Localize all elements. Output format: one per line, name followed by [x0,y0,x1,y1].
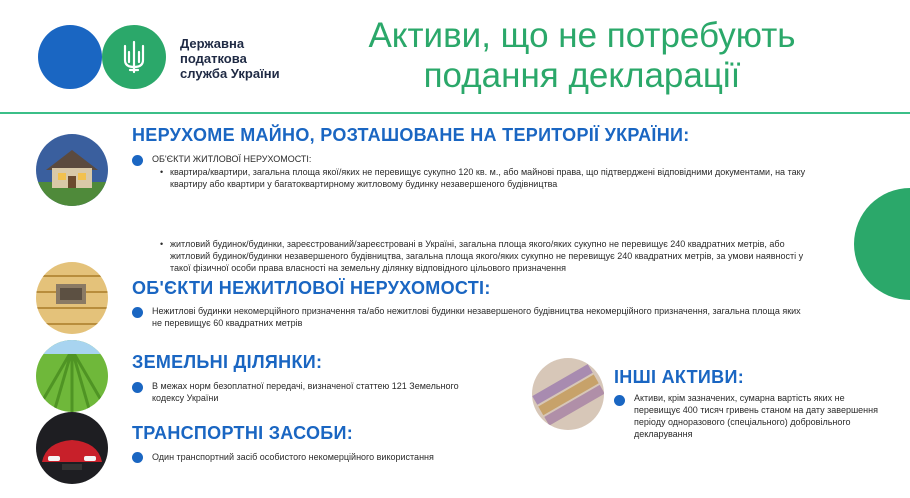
house-photo [36,134,108,206]
field-photo [36,340,108,412]
bullet-dot [132,452,143,463]
decorative-green-circle [854,188,910,300]
vehicles-text: Один транспортний засіб особистого некомерційного використання [152,452,434,462]
trident-icon [121,40,147,74]
title-line-1: Активи, що не потребують [368,16,796,55]
org-name [180,36,280,81]
bullet-dot [132,155,143,166]
logo-green-circle [102,25,166,89]
land-text: В межах норм безоплатної передачі, визначеної статтею 121 Земельного кодексу України [152,381,459,403]
money-photo [532,358,604,430]
vehicles-heading: ТРАНСПОРТНІ ЗАСОБИ: [132,423,354,443]
roof-photo [36,262,108,334]
bullet-dot [132,382,143,393]
header-divider [0,112,910,114]
land-heading: ЗЕМЕЛЬНІ ДІЛЯНКИ: [132,352,323,372]
house-bullet: • житловий будинок/будинки, зареєстрований/зареєстровані в Україні, загальна площа якого/яких сукупно не перевищує 240 квадратних метрів, або житловий будинок/будинки незавершеного будівництва, загальна площа якого/яких сукупно не перевищує 240 квадратних метрів, за умови наявності у такої фізичної особи права власності на земельну ділянку відповідного цільового призначення [160,238,810,274]
real-estate-heading: НЕРУХОМЕ МАЙНО, РОЗТАШОВАНЕ НА ТЕРИТОРІЇ УКРАЇНИ: [132,125,690,145]
apartment-bullet: • квартира/квартири, загальна площа якої/яких не перевищує сукупно 120 кв. м., або майнові права, що підтверджені відповідними документами, на таку квартиру або квартири у багатоквартирному житловому будинку незавершеного будівництва [160,166,810,190]
bullet-dot [614,395,625,406]
non-residential-heading: ОБ'ЄКТИ НЕЖИТЛОВОЇ НЕРУХОМОСТІ: [132,278,491,298]
bullet-dot [132,307,143,318]
page-title [312,16,852,96]
logo-blue-circle [38,25,102,89]
non-residential-text: Нежитлові будинки некомерційного призначення та/або нежитлові будинки незавершеного будівництва некомерційного призначення, загальна площа яких не перевищує 60 квадратних метрів [152,306,801,328]
other-assets-text: Активи, крім зазначених, сумарна вартість яких не перевищує 400 тисяч гривень станом на дату завершення періоду одноразового (спеціального) добровільного декларування [634,393,878,439]
org-line-1: Державна [180,36,245,51]
org-line-2: податкова [180,51,247,66]
residential-subheading: ОБ'ЄКТИ ЖИТЛОВОЇ НЕРУХОМОСТІ: [152,154,312,164]
car-photo [36,412,108,484]
other-assets-heading: ІНШІ АКТИВИ: [614,367,744,387]
title-line-2: подання декларації [423,56,741,95]
org-line-3: служба України [180,66,280,81]
